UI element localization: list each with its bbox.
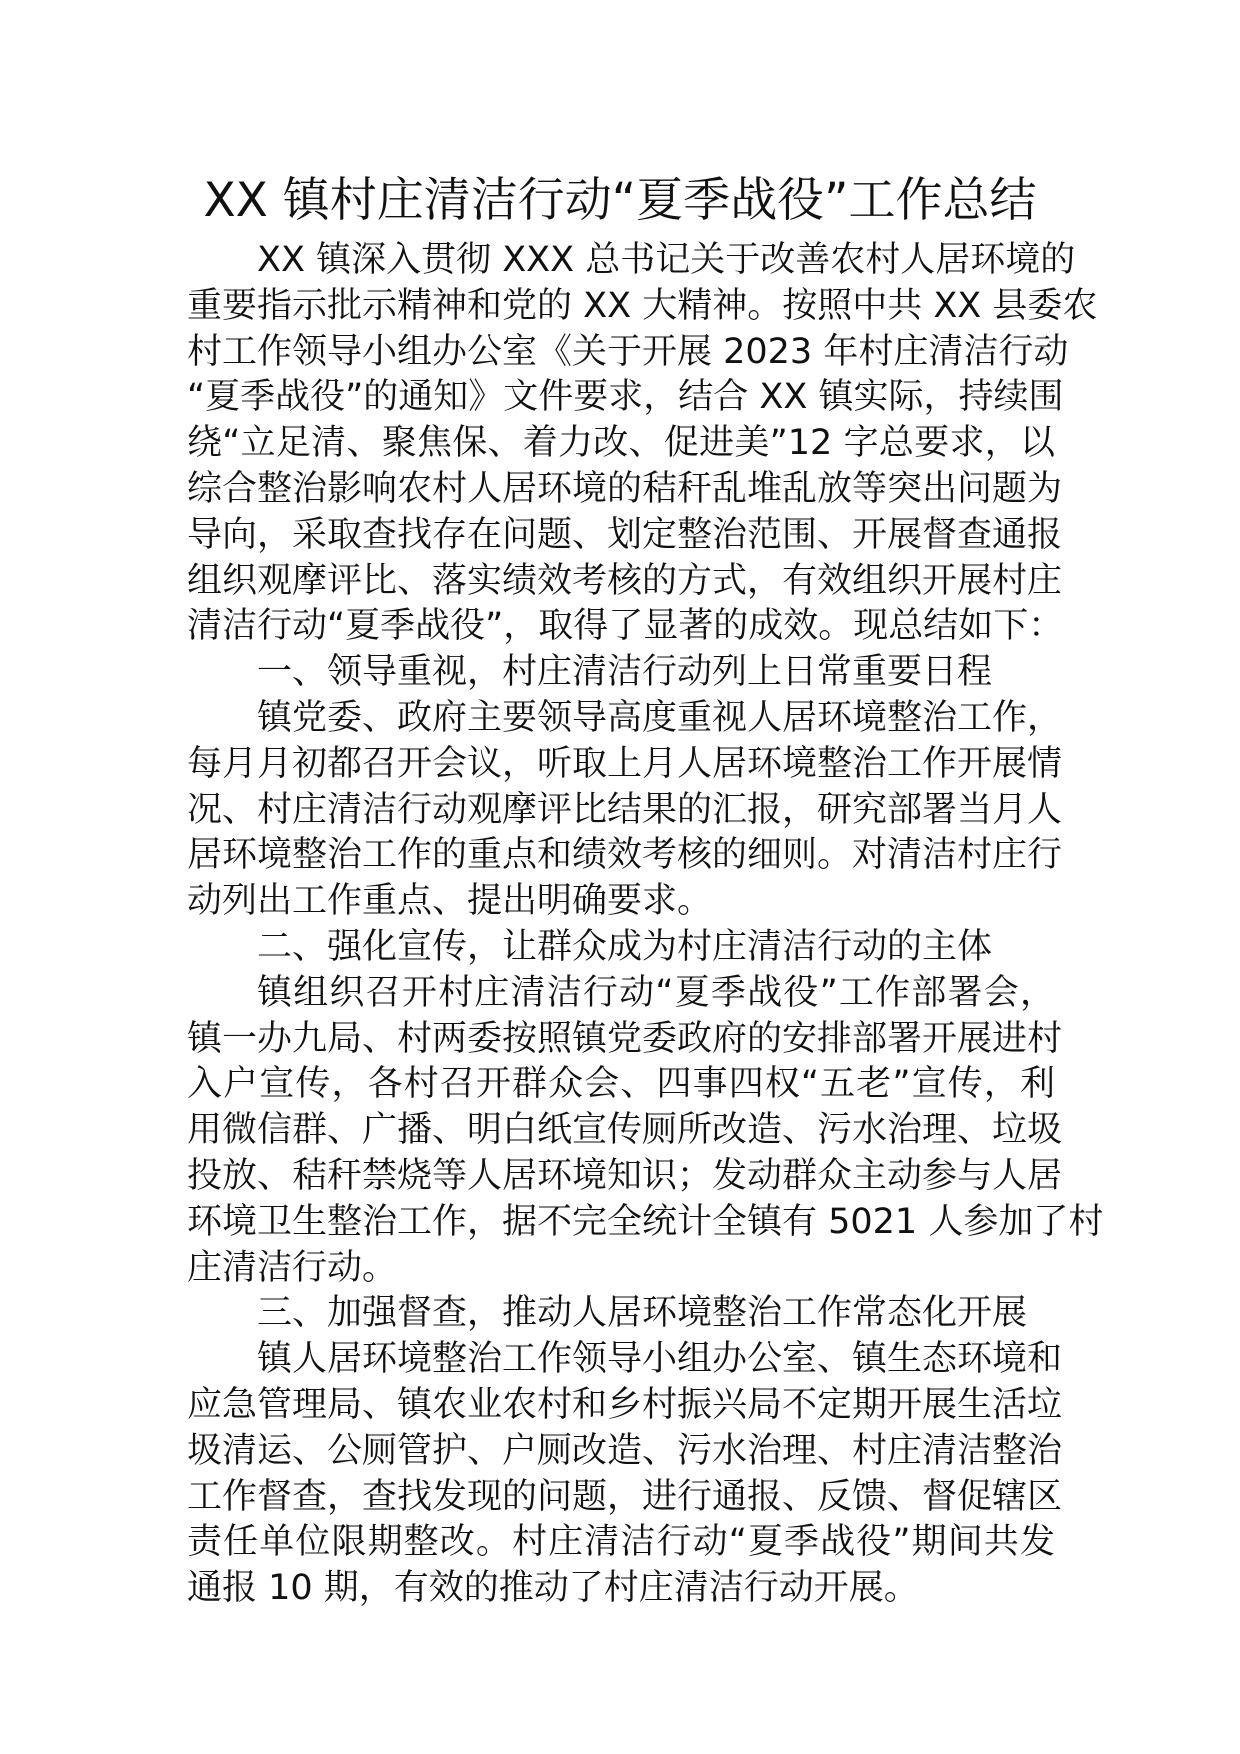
document-title: XX 镇村庄清洁行动“夏季战役”工作总结	[203, 173, 1037, 228]
section2-line: 入户宣传，各村召开群众会、四事四权“五老”宣传，利	[187, 1064, 1055, 1105]
section-paragraph-3	[187, 1337, 1063, 1612]
section1-line: 居环境整治工作的重点和绩效考核的细则。对清洁村庄行	[187, 835, 1063, 876]
section1-line: 镇党委、政府主要领导高度重视人居环境整治工作，	[257, 697, 1063, 738]
section3-line: 圾清运、公厕管护、户厕改造、污水治理、村庄清洁整治	[187, 1430, 1063, 1471]
section1-line: 动列出工作重点、提出明确要求。	[187, 881, 713, 922]
section-heading-1: 一、领导重视，村庄清洁行动列上日常重要日程	[257, 652, 993, 693]
intro-line: 村工作领导小组办公室《关于开展 2023 年村庄清洁行动	[187, 331, 1069, 372]
section2-line: 投放、秸秆禁烧等人居环境知识；发动群众主动参与人居	[187, 1155, 1063, 1196]
intro-line: 导向，采取查找存在问题、划定整治范围、开展督查通报	[187, 514, 1063, 555]
section2-line: 庄清洁行动。	[187, 1247, 398, 1288]
section-paragraph-2	[187, 971, 1104, 1292]
section3-line: 镇人居环境整治工作领导小组办公室、镇生态环境和	[257, 1339, 1063, 1380]
section2-line: 环境卫生整治工作，据不完全统计全镇有 5021 人参加了村	[187, 1201, 1104, 1242]
document-body	[187, 238, 1104, 1612]
section3-line: 责任单位限期整改。村庄清洁行动“夏季战役”期间共发	[187, 1522, 1055, 1563]
intro-line: XX 镇深入贯彻 XXX 总书记关于改善农村人居环境的	[257, 240, 1076, 280]
section3-line: 应急管理局、镇农业农村和乡村振兴局不定期开展生活垃	[187, 1384, 1063, 1425]
section2-line: 用微信群、广播、明白纸宣传厕所改造、污水治理、垃圾	[187, 1110, 1063, 1151]
intro-line: “夏季战役”的通知》文件要求，结合 XX 镇实际，持续围	[187, 377, 1064, 418]
section2-line: 镇一办九局、村两委按照镇党委政府的安排部署开展进村	[187, 1018, 1063, 1059]
intro-line: 清洁行动“夏季战役”，取得了显著的成效。现总结如下：	[187, 606, 1064, 647]
section-heading-3: 三、加强督查，推动人居环境整治工作常态化开展	[257, 1293, 1028, 1334]
section-paragraph-1	[187, 696, 1063, 925]
intro-line: 绕“立足清、聚焦保、着力改、促进美”12 字总要求，以	[187, 423, 1055, 464]
intro-line: 综合整治影响农村人居环境的秸秆乱堆乱放等突出问题为	[187, 468, 1063, 509]
section1-line: 况、村庄清洁行动观摩评比结果的汇报，研究部署当月人	[187, 789, 1063, 830]
section2-line: 镇组织召开村庄清洁行动“夏季战役”工作部署会，	[257, 972, 1055, 1013]
intro-line: 重要指示批示精神和党的 XX 大精神。按照中共 XX 县委农	[187, 285, 1098, 326]
section3-line: 工作督查，查找发现的问题，进行通报、反馈、督促辖区	[187, 1476, 1063, 1517]
section3-line: 通报 10 期，有效的推动了村庄清洁行动开展。	[187, 1568, 919, 1609]
section1-line: 每月月初都召开会议，听取上月人居环境整治工作开展情	[187, 743, 1063, 784]
section-heading-2: 二、强化宣传，让群众成为村庄清洁行动的主体	[257, 926, 993, 967]
intro-line: 组织观摩评比、落实绩效考核的方式，有效组织开展村庄	[187, 560, 1063, 601]
intro-paragraph	[187, 238, 1098, 650]
